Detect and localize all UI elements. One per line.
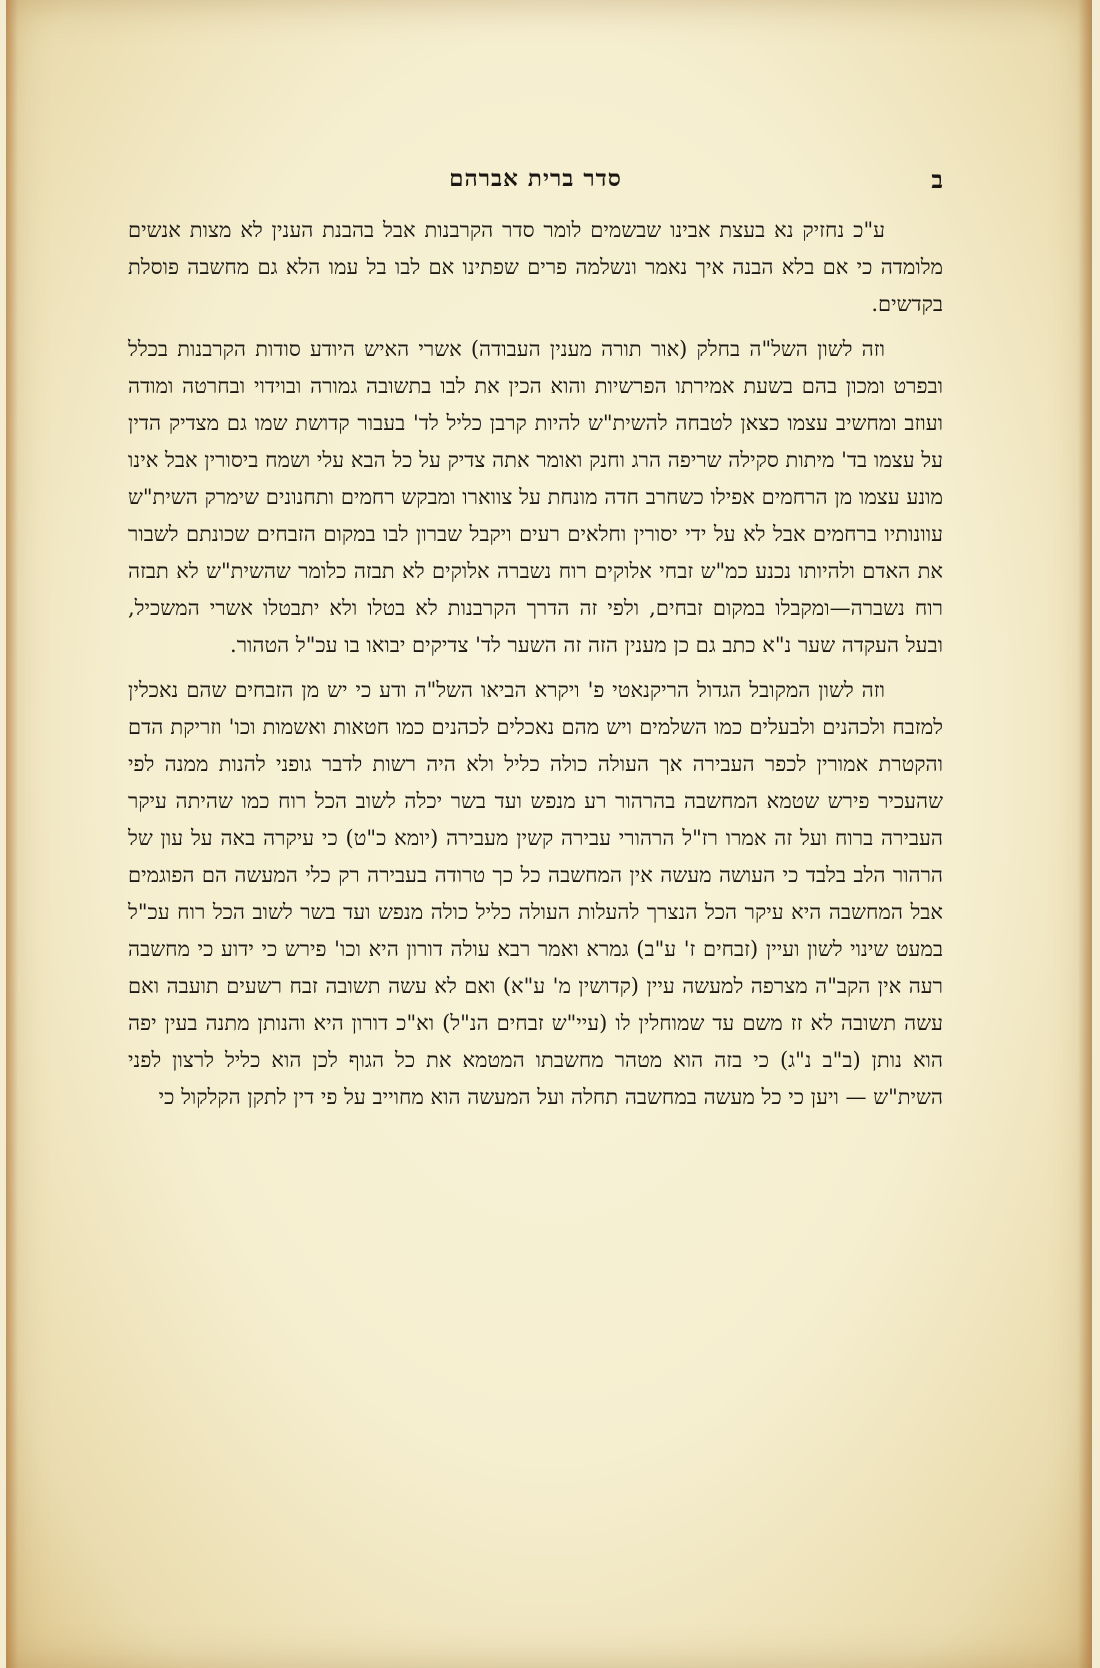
paragraph-3: וזה לשון המקובל הגדול הריקנאטי פ' ויקרא הביאו השל"ה ודע כי יש מן הזבחים שהם נאכלין למזבח ולכהנים ולבעלים כמו השלמים ויש מהם נאכלים לכהנים כמו חטאות ואשמות וכו' וזריקת הדם והקטרת אמורין לכפר העבירה אך העולה כולה כליל ולא היה רשות לדבר גופני להנות ממנה לפי שהעכיר פירש שטמא המחשבה בהרהור רע מנפש ועד בשר יכלה לשוב הכל רוח כמו שהיתה עיקר העבירה ברוח ועל זה אמרו רז"ל הרהורי עבירה קשין מעבירה (יומא כ"ט) כי עיקרה באה על עון של הרהור הלב בלבד כי העושה מעשה אין המחשבה כל כך טרודה בעבירה רק כלי המעשה הם הפוגמים אבל המחשבה היא עיקר הכל הנצרך להעלות העולה כליל כולה מנפש ועד בשר לשוב הכל רוח עכ"ל במעט שינוי לשון ועיין (זבחים ז' ע"ב) גמרא ואמר רבא עולה דורון היא וכו' פירש כי ידוע כי מחשבה רעה אין הקב"ה מצרפה למעשה עיין (קדושין מ' ע"א) ואם לא עשה תשובה זבח רשעים תועבה ואם עשה תשובה לא זז משם עד שמוחלין לו (עיי"ש זבחים הנ"ל) וא"כ דורון היא והנותן מתנה בעין יפה הוא נותן (ב"ב נ"ג) כי בזה הוא מטהר מחשבתו המטמא את כל הגוף לכן הוא כליל לרצון לפני השית"ש — ויען כי כל מעשה במחשבה תחלה ועל המעשה הוא מחוייב על פי דין לתקן הקלקול כי — [128, 678, 943, 1109]
body-text — [128, 212, 943, 1124]
page-edge-left — [6, 0, 18, 1668]
paragraph-1: ע"כ נחזיק נא בעצת אבינו שבשמים לומר סדר הקרבנות אבל בהבנת הענין לא מצות אנשים מלומדה כי אם בלא הבנה איך נאמר ונשלמה פרים שפתינו אם לבו בל עמו הלא גם מחשבה פוסלת בקדשים. — [128, 218, 943, 316]
running-title: סדר ברית אברהם — [449, 165, 622, 192]
page-header — [128, 165, 943, 201]
book-page — [6, 0, 1092, 1668]
page-edge-right — [1078, 0, 1092, 1668]
paragraph-2: וזה לשון השל"ה בחלק (אור תורה מענין העבודה) אשרי האיש היודע סודות הקרבנות בכלל ובפרט ומכון בהם בשעת אמירתו הפרשיות והוא הכין את לבו בתשובה גמורה ובוידוי ובחרטה ומודה ועוזב ומחשיב עצמו כצאן לטבחה להשית"ש להיות קרבן כליל לד' בעבור קדושת שמו גם מצדיק הדין על עצמו בד' מיתות סקילה שריפה הרג וחנק ואומר אתה צדיק על כל הבא עלי ושמח ביסורין אבל אינו מונע עצמו מן הרחמים אפילו כשחרב חדה מונחת על צווארו ומבקש רחמים ותחנונים שימרק השית"ש עוונותיו ברחמים אבל לא על ידי יסורין וחלאים רעים ויקבל שברון לבו במקום הזבחים שכונתם לשבור את האדם ולהיותו נכנע כמ"ש זבחי אלוקים רוח נשברה אלוקים לא תבזה כלומר שהשית"ש לא תבזה רוח נשברה—ומקבלו במקום זבחים, ולפי זה הדרך הקרבנות לא בטלו ולא יתבטלו אשרי המשכיל, ובעל העקדה שער נ"א כתב גם כן מענין הזה זה השער לד' צדיקים יבואו בו עכ"ל הטהור. — [128, 337, 943, 657]
page-number: ב — [931, 165, 943, 194]
